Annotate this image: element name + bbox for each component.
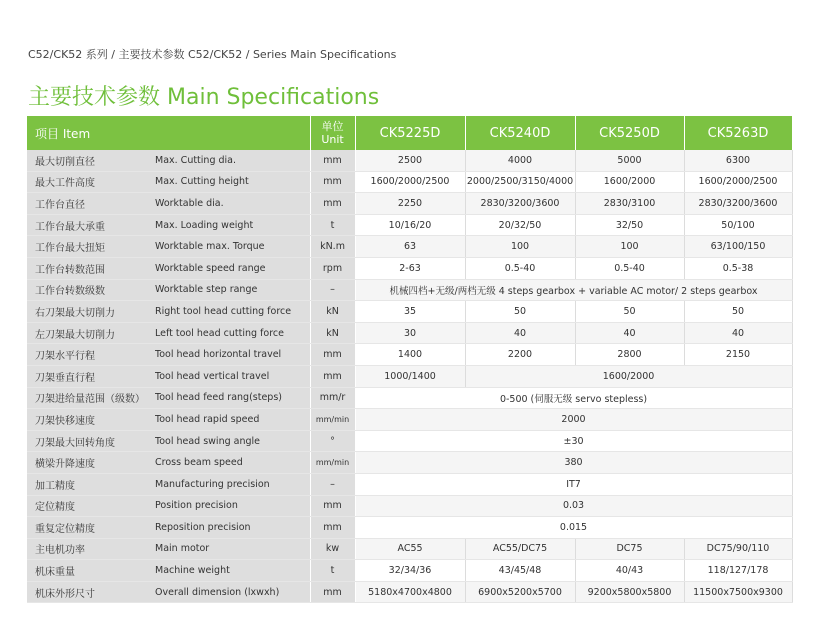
row-label-cn: 刀架快移速度 bbox=[27, 409, 155, 431]
value-cell: 63/100/150 bbox=[684, 236, 792, 258]
table-row bbox=[27, 430, 792, 452]
row-label-en: Tool head vertical travel bbox=[155, 365, 310, 387]
header-unit-en: Unit bbox=[321, 133, 344, 146]
value-cell: 118/127/178 bbox=[684, 560, 792, 582]
table-row bbox=[27, 387, 792, 409]
value-cell: 2830/3100 bbox=[575, 193, 684, 215]
row-label-en: Right tool head cutting force bbox=[155, 301, 310, 323]
row-unit: mm bbox=[310, 171, 355, 193]
row-label-cn: 定位精度 bbox=[27, 495, 155, 517]
table-row bbox=[27, 538, 792, 560]
row-unit: t bbox=[310, 214, 355, 236]
row-unit: – bbox=[310, 279, 355, 301]
row-label-cn: 刀架垂直行程 bbox=[27, 365, 155, 387]
row-label-cn: 横梁升降速度 bbox=[27, 452, 155, 474]
row-label-cn: 工作台转数范围 bbox=[27, 257, 155, 279]
value-cell: 50 bbox=[684, 301, 792, 323]
row-unit: mm bbox=[310, 581, 355, 603]
value-cell: AC55/DC75 bbox=[465, 538, 575, 560]
row-label-en: Max. Loading weight bbox=[155, 214, 310, 236]
value-cell: DC75/90/110 bbox=[684, 538, 792, 560]
value-cell: 1000/1400 bbox=[355, 365, 465, 387]
row-label-cn: 加工精度 bbox=[27, 473, 155, 495]
row-label-cn: 重复定位精度 bbox=[27, 517, 155, 539]
value-cell: 1600/2000 bbox=[575, 171, 684, 193]
value-cell: 2800 bbox=[575, 344, 684, 366]
table-row bbox=[27, 365, 792, 387]
value-cell: 2830/3200/3600 bbox=[684, 193, 792, 215]
header-model: CK5250D bbox=[575, 116, 684, 150]
value-cell: 43/45/48 bbox=[465, 560, 575, 582]
row-label-cn: 机床重量 bbox=[27, 560, 155, 582]
value-cell: 11500x7500x9300 bbox=[684, 581, 792, 603]
row-label-cn: 刀架最大回转角度 bbox=[27, 430, 155, 452]
table-row bbox=[27, 473, 792, 495]
header-unit-cn: 单位 bbox=[321, 120, 344, 133]
row-unit: mm bbox=[310, 193, 355, 215]
value-cell: 2200 bbox=[465, 344, 575, 366]
row-label-en: Tool head rapid speed bbox=[155, 409, 310, 431]
table-row bbox=[27, 322, 792, 344]
value-cell: 40 bbox=[575, 322, 684, 344]
value-cell: 100 bbox=[575, 236, 684, 258]
value-cell: 50/100 bbox=[684, 214, 792, 236]
value-cell: 4000 bbox=[465, 150, 575, 171]
table-header-row bbox=[27, 116, 792, 150]
row-label-en: Left tool head cutting force bbox=[155, 322, 310, 344]
value-cell-merged: ±30 bbox=[355, 430, 792, 452]
row-unit: mm/r bbox=[310, 387, 355, 409]
value-cell: 32/50 bbox=[575, 214, 684, 236]
row-label-en: Position precision bbox=[155, 495, 310, 517]
table-row bbox=[27, 495, 792, 517]
value-cell: 6300 bbox=[684, 150, 792, 171]
table-row bbox=[27, 560, 792, 582]
row-label-en: Cross beam speed bbox=[155, 452, 310, 474]
row-label-en: Max. Cutting height bbox=[155, 171, 310, 193]
value-cell: 32/34/36 bbox=[355, 560, 465, 582]
row-label-en: Worktable dia. bbox=[155, 193, 310, 215]
value-cell: 63 bbox=[355, 236, 465, 258]
row-label-cn: 最大切削直径 bbox=[27, 150, 155, 171]
header-model: CK5263D bbox=[684, 116, 792, 150]
row-unit: mm/min bbox=[310, 409, 355, 431]
value-cell: 100 bbox=[465, 236, 575, 258]
value-cell: 1600/2000/2500 bbox=[684, 171, 792, 193]
row-label-cn: 左刀架最大切削力 bbox=[27, 322, 155, 344]
row-label-cn: 工作台转数级数 bbox=[27, 279, 155, 301]
value-cell: 2500 bbox=[355, 150, 465, 171]
header-model: CK5240D bbox=[465, 116, 575, 150]
value-cell: DC75 bbox=[575, 538, 684, 560]
value-cell: 40/43 bbox=[575, 560, 684, 582]
row-label-cn: 右刀架最大切削力 bbox=[27, 301, 155, 323]
row-label-cn: 工作台直径 bbox=[27, 193, 155, 215]
row-label-en: Max. Cutting dia. bbox=[155, 150, 310, 171]
header-item: 项目 Item bbox=[27, 116, 310, 150]
row-unit: mm bbox=[310, 344, 355, 366]
row-label-en: Main motor bbox=[155, 538, 310, 560]
value-cell: 2-63 bbox=[355, 257, 465, 279]
header-unit bbox=[310, 116, 355, 150]
row-unit: kN.m bbox=[310, 236, 355, 258]
row-label-en: Reposition precision bbox=[155, 517, 310, 539]
table-row bbox=[27, 452, 792, 474]
value-cell: 2830/3200/3600 bbox=[465, 193, 575, 215]
table-row bbox=[27, 257, 792, 279]
row-unit: mm bbox=[310, 150, 355, 171]
value-cell: 20/32/50 bbox=[465, 214, 575, 236]
row-unit: kw bbox=[310, 538, 355, 560]
row-label-cn: 刀架水平行程 bbox=[27, 344, 155, 366]
value-cell: 50 bbox=[465, 301, 575, 323]
value-cell-merged: 0-500 (伺服无级 servo stepless) bbox=[355, 387, 792, 409]
table-row bbox=[27, 171, 792, 193]
value-cell: 10/16/20 bbox=[355, 214, 465, 236]
row-unit: ° bbox=[310, 430, 355, 452]
page-title: 主要技术参数 Main Specifications bbox=[28, 85, 380, 110]
row-label-cn: 工作台最大扭矩 bbox=[27, 236, 155, 258]
value-cell: 0.5-40 bbox=[465, 257, 575, 279]
table-row bbox=[27, 279, 792, 301]
specifications-table bbox=[27, 116, 793, 603]
row-unit: mm bbox=[310, 495, 355, 517]
value-cell: 5000 bbox=[575, 150, 684, 171]
value-cell-merged: IT7 bbox=[355, 473, 792, 495]
value-cell: 6900x5200x5700 bbox=[465, 581, 575, 603]
value-cell: 9200x5800x5800 bbox=[575, 581, 684, 603]
value-cell: 5180x4700x4800 bbox=[355, 581, 465, 603]
value-cell: 1400 bbox=[355, 344, 465, 366]
row-label-cn: 最大工件高度 bbox=[27, 171, 155, 193]
table-row bbox=[27, 344, 792, 366]
row-unit: mm bbox=[310, 365, 355, 387]
value-cell-merged: 380 bbox=[355, 452, 792, 474]
value-cell-merged: 0.03 bbox=[355, 495, 792, 517]
value-cell: 0.5-38 bbox=[684, 257, 792, 279]
value-cell: AC55 bbox=[355, 538, 465, 560]
row-label-en: Overall dimension (lxwxh) bbox=[155, 581, 310, 603]
row-label-en: Worktable speed range bbox=[155, 257, 310, 279]
breadcrumb: C52/CK52 系列 / 主要技术参数 C52/CK52 / Series Main Specifications bbox=[28, 48, 397, 61]
row-unit: mm bbox=[310, 517, 355, 539]
row-unit: rpm bbox=[310, 257, 355, 279]
value-cell: 30 bbox=[355, 322, 465, 344]
row-unit: kN bbox=[310, 322, 355, 344]
row-label-en: Manufacturing precision bbox=[155, 473, 310, 495]
table-row bbox=[27, 236, 792, 258]
row-label-en: Worktable step range bbox=[155, 279, 310, 301]
value-cell: 2000/2500/3150/4000 bbox=[465, 171, 575, 193]
value-cell-merged: 1600/2000 bbox=[465, 365, 792, 387]
row-unit: t bbox=[310, 560, 355, 582]
value-cell: 0.5-40 bbox=[575, 257, 684, 279]
value-cell-merged: 机械四档+无级/两档无级 4 steps gearbox + variable AC motor/ 2 steps gearbox bbox=[355, 279, 792, 301]
table-row bbox=[27, 409, 792, 431]
row-label-en: Tool head swing angle bbox=[155, 430, 310, 452]
row-label-en: Machine weight bbox=[155, 560, 310, 582]
value-cell: 50 bbox=[575, 301, 684, 323]
row-label-en: Tool head horizontal travel bbox=[155, 344, 310, 366]
row-label-cn: 机床外形尺寸 bbox=[27, 581, 155, 603]
row-label-en: Tool head feed rang(steps) bbox=[155, 387, 310, 409]
table-row bbox=[27, 150, 792, 171]
value-cell: 40 bbox=[465, 322, 575, 344]
row-label-en: Worktable max. Torque bbox=[155, 236, 310, 258]
row-label-cn: 主电机功率 bbox=[27, 538, 155, 560]
row-label-cn: 工作台最大承重 bbox=[27, 214, 155, 236]
row-unit: – bbox=[310, 473, 355, 495]
table-row bbox=[27, 581, 792, 603]
row-label-cn: 刀架进给量范围（级数） bbox=[27, 387, 155, 409]
table-row bbox=[27, 193, 792, 215]
value-cell-merged: 2000 bbox=[355, 409, 792, 431]
row-unit: mm/min bbox=[310, 452, 355, 474]
header-model: CK5225D bbox=[355, 116, 465, 150]
table-row bbox=[27, 301, 792, 323]
value-cell: 40 bbox=[684, 322, 792, 344]
table-row bbox=[27, 517, 792, 539]
table-row bbox=[27, 214, 792, 236]
value-cell: 35 bbox=[355, 301, 465, 323]
value-cell: 2250 bbox=[355, 193, 465, 215]
value-cell-merged: 0.015 bbox=[355, 517, 792, 539]
value-cell: 1600/2000/2500 bbox=[355, 171, 465, 193]
value-cell: 2150 bbox=[684, 344, 792, 366]
row-unit: kN bbox=[310, 301, 355, 323]
